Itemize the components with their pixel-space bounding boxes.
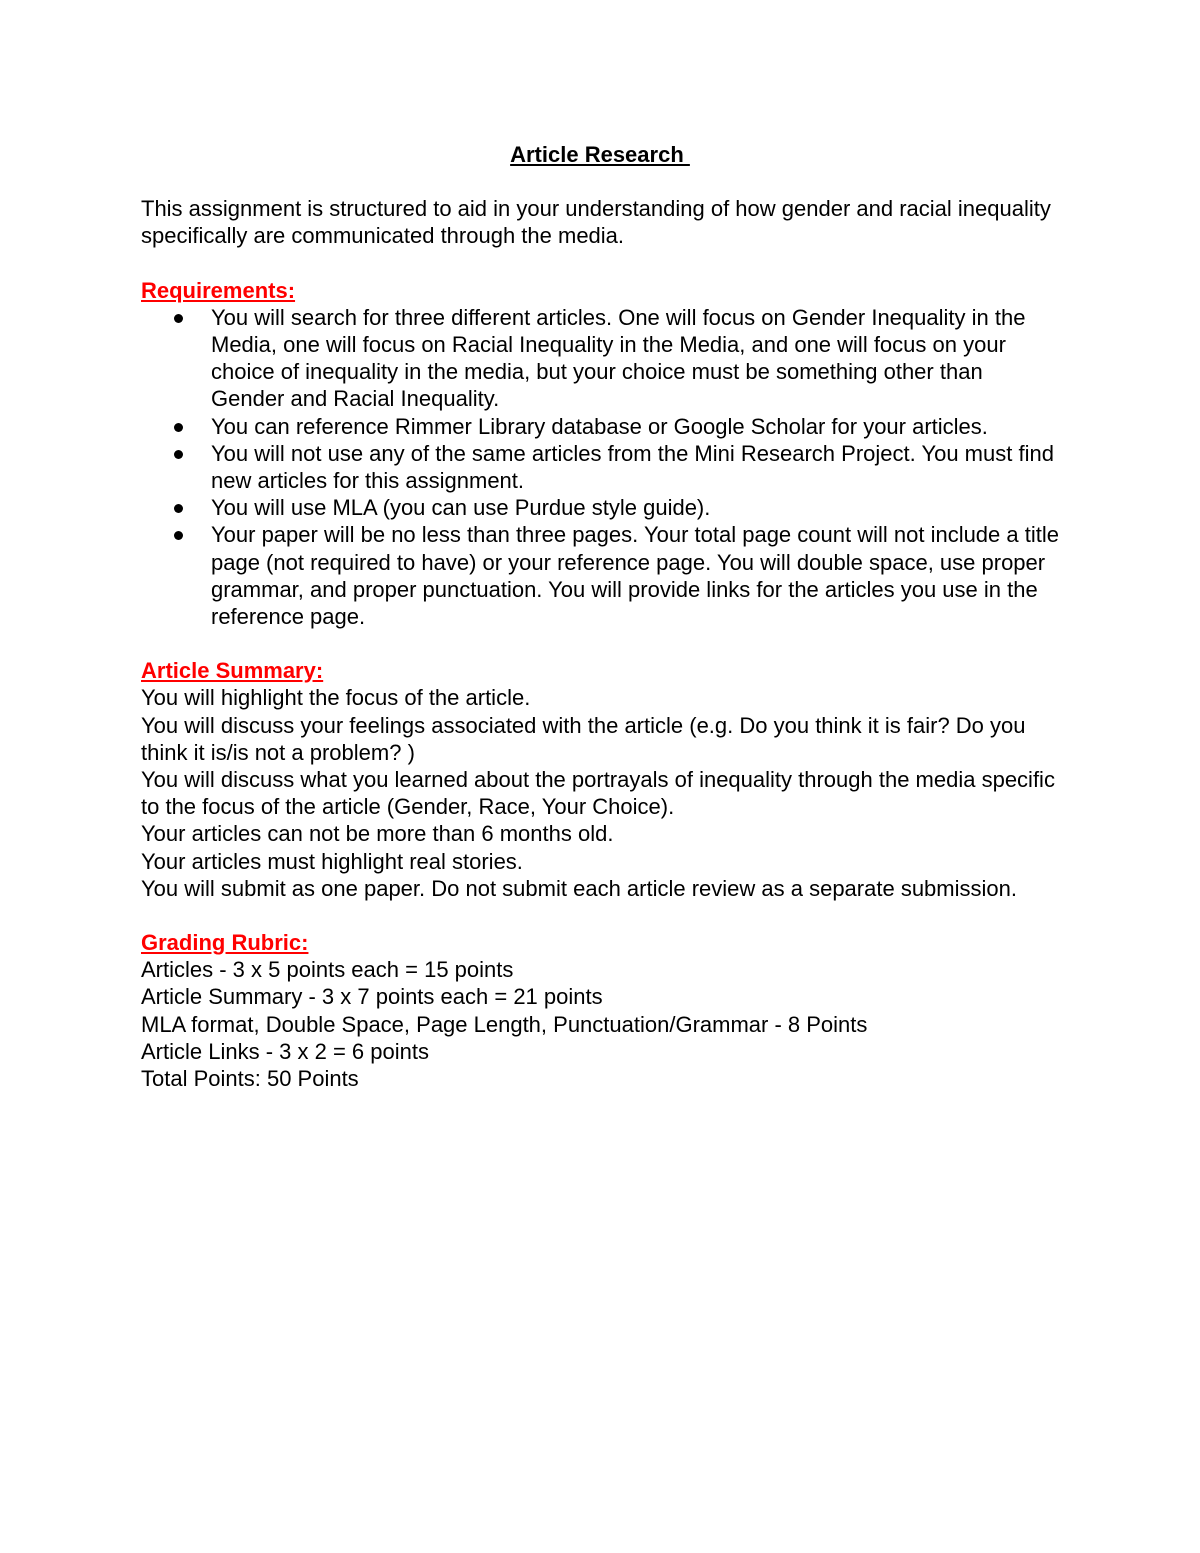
summary-line: You will highlight the focus of the article. xyxy=(141,685,531,711)
requirement-item xyxy=(141,494,1059,521)
rubric-line: Article Summary - 3 x 7 points each = 21 points xyxy=(141,984,603,1010)
requirements-heading: Requirements: xyxy=(141,277,296,303)
requirement-item xyxy=(141,521,1059,630)
bullet-icon xyxy=(174,314,183,323)
summary-line: You will discuss your feelings associated with the article (e.g. Do you think it is fair? Do you think it is/is not a problem? ) xyxy=(141,712,1026,765)
article-summary-heading: Article Summary: xyxy=(141,658,324,684)
summary-line: Your articles can not be more than 6 months old. xyxy=(141,821,614,847)
summary-line: You will submit as one paper. Do not submit each article review as a separate submission. xyxy=(141,875,1017,901)
summary-line: You will discuss what you learned about the portrayals of inequality through the media specific to the focus of the article (Gender, Race, Your Choice). xyxy=(141,767,1055,820)
document-page xyxy=(141,141,1059,1092)
requirement-text: Your paper will be no less than three pages. Your total page count will not include a title page (not required to have) or your reference page. You will double space, use proper grammar, and proper punctuation. You will provide links for the articles you use in the reference page. xyxy=(211,522,1059,630)
bullet-icon xyxy=(174,504,183,513)
requirement-text: You will search for three different articles. One will focus on Gender Inequality in the Media, one will focus on Racial Inequality in the Media, and one will focus on your choice of inequality in the media, but your choice must be something other than Gender and Racial Inequality. xyxy=(211,304,1026,412)
intro-paragraph: This assignment is structured to aid in your understanding of how gender and racial inequality specifically are communicated through the media. xyxy=(141,196,1051,249)
summary-line: Your articles must highlight real stories. xyxy=(141,848,523,874)
bullet-icon xyxy=(174,531,183,540)
grading-rubric-heading: Grading Rubric: xyxy=(141,930,309,956)
requirement-item xyxy=(141,413,1059,440)
grading-rubric-body xyxy=(141,956,1059,1092)
requirement-text: You will not use any of the same articles from the Mini Research Project. You must find new articles for this assignment. xyxy=(211,440,1054,494)
requirement-item xyxy=(141,440,1059,494)
requirements-list xyxy=(141,304,1059,630)
requirement-item xyxy=(141,304,1059,413)
requirement-text: You will use MLA (you can use Purdue style guide). xyxy=(211,495,711,521)
rubric-line: Article Links - 3 x 2 = 6 points xyxy=(141,1038,429,1064)
requirement-text: You can reference Rimmer Library database or Google Scholar for your articles. xyxy=(211,413,988,439)
bullet-icon xyxy=(174,423,183,432)
document-title: Article Research xyxy=(510,142,690,167)
rubric-total: Total Points: 50 Points xyxy=(141,1066,359,1092)
rubric-line: Articles - 3 x 5 points each = 15 points xyxy=(141,957,514,983)
bullet-icon xyxy=(174,450,183,459)
rubric-line: MLA format, Double Space, Page Length, Punctuation/Grammar - 8 Points xyxy=(141,1011,868,1037)
article-summary-body xyxy=(141,684,1059,902)
